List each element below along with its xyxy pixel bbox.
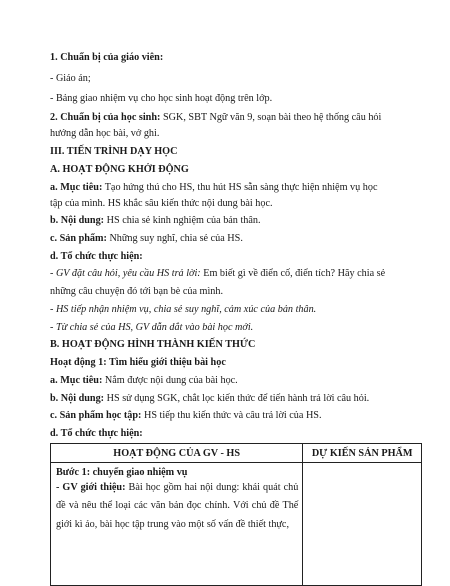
section-A-step2: - HS tiếp nhận nhiệm vụ, chia sẻ suy nghĩ, cảm xúc của bản thân. [50, 304, 317, 315]
section-A-step1 [50, 267, 415, 280]
section-A-step1-cont: những câu chuyện đó tới bạn bè của mình. [50, 286, 224, 297]
product-text: Những suy nghĩ, chia sẻ của HS. [106, 233, 243, 244]
section-A-content [50, 214, 415, 227]
student-prep-text: SGK, SBT Ngữ văn 9, soạn bài theo hệ thống câu hỏi [160, 112, 382, 123]
step-title: Bước 1: chuyển giao nhiệm vụ [56, 467, 188, 478]
table-row [51, 463, 422, 586]
table-header-teacher-student: HOẠT ĐỘNG CỦA GV - HS [51, 444, 303, 463]
content-label: b. Nội dung: [50, 215, 105, 226]
product-text: HS tiếp thu kiến thức và câu trả lời của HS. [141, 410, 322, 421]
step1-italic: - GV đặt câu hỏi, yêu cầu HS trả lời: [50, 268, 201, 279]
section-B-goal [50, 374, 415, 387]
table-cell-activity [51, 463, 303, 586]
table-header-expected-product: DỰ KIẾN SẢN PHẨM [303, 444, 422, 463]
section-B-content [50, 392, 415, 405]
product-label: c. Sản phẩm: [50, 233, 107, 244]
section-B-title: B. HOẠT ĐỘNG HÌNH THÀNH KIẾN THỨC [50, 339, 256, 350]
teacher-prep-item: - Bảng giao nhiệm vụ cho học sinh hoạt động trên lớp. [50, 93, 273, 104]
intro-text: Bài học gồm hai nội dung: khái quát chủ đề và nêu thể loại các văn bản đọc chính. Với chủ đề Thế giới kì ảo, bài học tập trung vào một số vấn đề thiết thực, [56, 482, 299, 530]
product-label: c. Sản phẩm học tập: [50, 410, 142, 421]
teacher-prep-item: - Giáo án; [50, 73, 91, 84]
table-header-row [51, 444, 422, 463]
step1-text: Em biết gì về điển cố, điển tích? Hãy chia sẻ [200, 268, 386, 279]
teacher-prep-heading-text: 1. Chuẩn bị của giáo viên: [50, 52, 164, 63]
goal-text: Tạo hứng thú cho HS, thu hút HS sẵn sàng thực hiện nhiệm vụ học [102, 182, 378, 193]
section-A-title: A. HOẠT ĐỘNG KHỞI ĐỘNG [50, 164, 189, 175]
intro-paragraph [56, 479, 298, 534]
section-A-goal [50, 181, 415, 194]
student-prep-cont: hướng dẫn học bài, vở ghi. [50, 128, 160, 139]
student-prep-heading: 2. Chuẩn bị của học sinh: [50, 112, 161, 123]
section-A-org [50, 250, 415, 263]
goal-label: a. Mục tiêu: [50, 375, 103, 386]
section-B-org [50, 427, 415, 440]
activity-1-title: Hoạt động 1: Tìm hiểu giới thiệu bài học [50, 357, 226, 368]
goal-text: Nắm được nội dung của bài học. [102, 375, 238, 386]
teacher-prep-heading [50, 51, 415, 64]
section-A-product [50, 232, 415, 245]
content-text: HS sử dụng SGK, chắt lọc kiến thức để tiến hành trả lời câu hỏi. [104, 393, 370, 404]
table-cell-product [303, 463, 422, 586]
activity-table [50, 443, 422, 586]
section-A-step3: - Từ chia sẻ của HS, GV dẫn dắt vào bài học mới. [50, 322, 254, 333]
section-B-product [50, 409, 415, 422]
intro-label: - GV giới thiệu: [56, 482, 126, 493]
org-label: d. Tổ chức thực hiện: [50, 428, 143, 439]
content-text: HS chia sẻ kinh nghiệm của bản thân. [104, 215, 261, 226]
section-III-title: III. TIẾN TRÌNH DẠY HỌC [50, 146, 178, 157]
student-prep-line [50, 111, 415, 124]
content-label: b. Nội dung: [50, 393, 105, 404]
org-label: d. Tổ chức thực hiện: [50, 251, 143, 262]
section-A-goal-cont: tập của mình. HS khắc sâu kiến thức nội dung bài học. [50, 198, 273, 209]
goal-label: a. Mục tiêu: [50, 182, 103, 193]
